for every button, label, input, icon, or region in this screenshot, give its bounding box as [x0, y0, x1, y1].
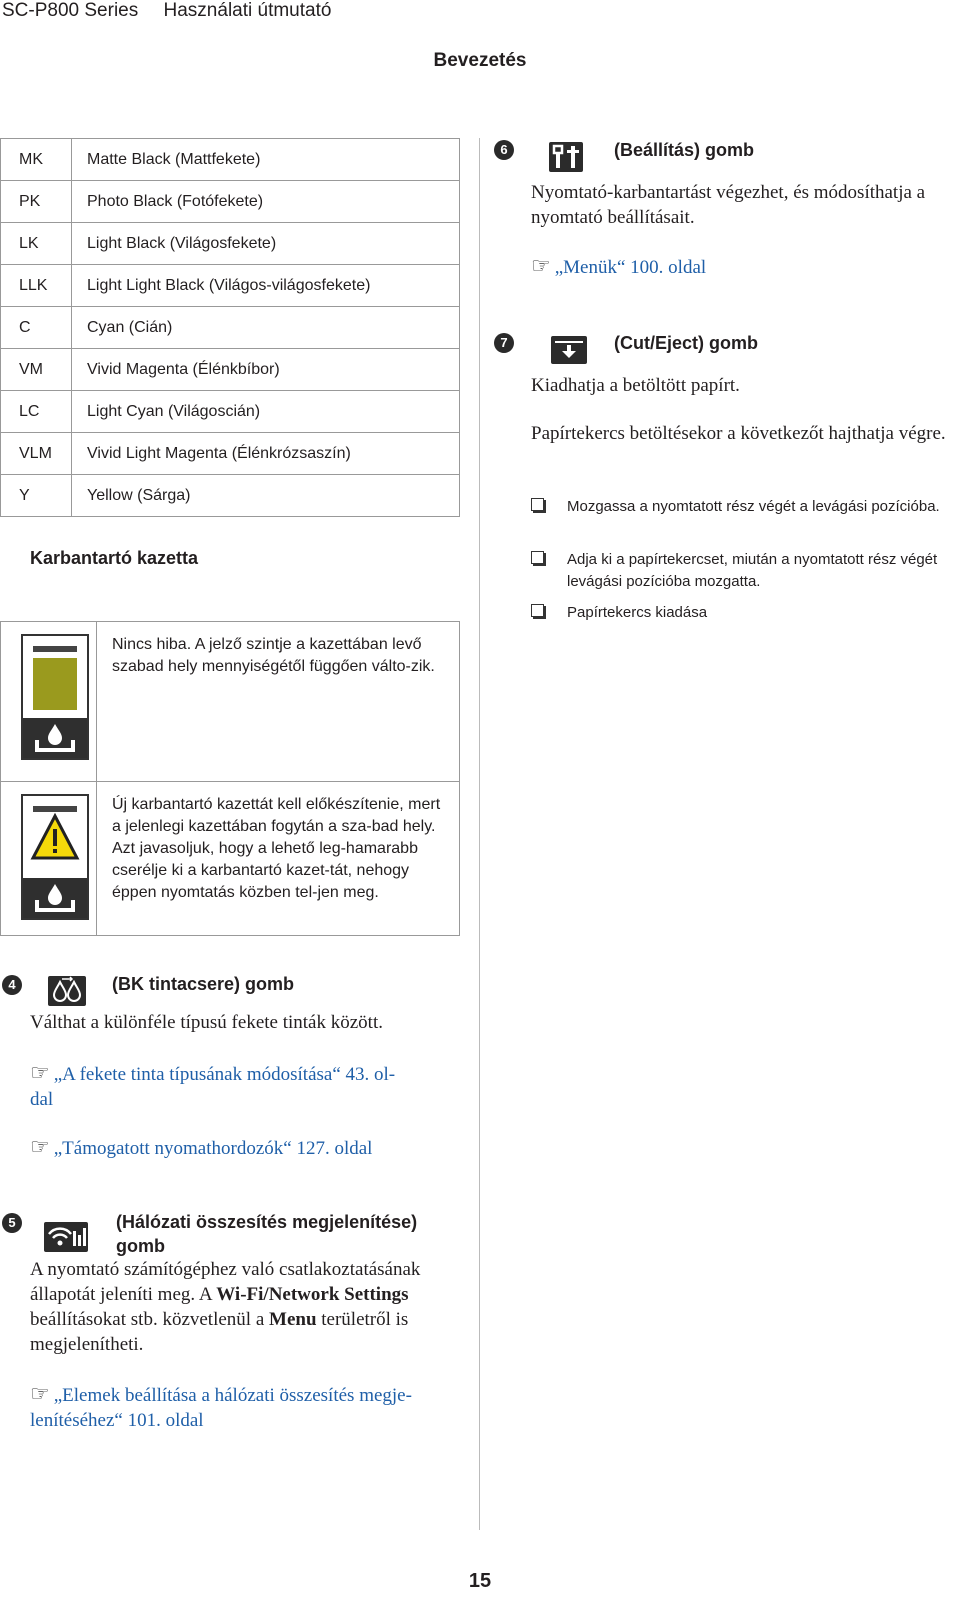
ink-name: Vivid Magenta (Élénkbíbor)	[72, 349, 460, 391]
ink-table	[0, 138, 460, 517]
list-item: Adja ki a papírtekercset, miután a nyomtatott rész végét levágási pozícióba mozgatta.	[531, 549, 951, 593]
item4-label: (BK tintacsere) gomb	[112, 974, 295, 994]
pointing-hand-icon: ☞	[531, 253, 551, 278]
ink-name: Photo Black (Fotófekete)	[72, 181, 460, 223]
item4-link-1[interactable]: ☞ „A fekete tinta típusának módosítása“ 43. ol- dal	[30, 1060, 396, 1110]
ink-name: Matte Black (Mattfekete)	[72, 139, 460, 181]
checkbox-bullet-icon	[531, 498, 544, 511]
ink-name: Vivid Light Magenta (Élénkrózsaszín)	[72, 433, 460, 475]
running-header	[2, 0, 351, 22]
ink-drops-icon	[48, 976, 86, 1006]
table-row	[1, 433, 460, 475]
item6-link[interactable]: ☞ „Menük“ 100. oldal	[531, 253, 707, 278]
page-number: 15	[468, 1570, 492, 1592]
item7-description-2: Papírtekercs betöltésekor a következőt hajthatja végre.	[531, 423, 946, 444]
column-divider	[479, 138, 480, 1530]
icon-cell	[1, 622, 97, 782]
table-row	[1, 265, 460, 307]
ink-code: LC	[1, 391, 72, 433]
table-row	[1, 782, 460, 936]
item5-description: A nyomtató számítógéphez való csatlakoztatásának állapotát jeleníti meg. A Wi-Fi/Network Settings beállításokat stb. közvetlenül a Menu területről is megjelenítheti.	[30, 1259, 421, 1355]
item-number-6: 6	[494, 140, 514, 160]
item6-label: (Beállítás) gomb	[614, 140, 755, 160]
pointing-hand-icon: ☞	[30, 1134, 50, 1159]
item5-link[interactable]: ☞ „Elemek beállítása a hálózati összesítés megje- lenítéséhez“ 101. oldal	[30, 1381, 412, 1431]
item6-description: Nyomtató-karbantartást végezhet, és módosíthatja a nyomtató beállításait.	[531, 182, 926, 228]
ink-code: LK	[1, 223, 72, 265]
table-row	[1, 307, 460, 349]
status-text: Új karbantartó kazettát kell előkészítenie, mert a jelenlegi kazettában fogytán a sza-bad hely. Azt javasoljuk, hogy a lehető leg-hamarabb cserélje ki a karbantartó kazet-tát, nehogy éppen nyomtatás közben tel-jen meg.	[97, 782, 460, 936]
checkbox-bullet-icon	[531, 604, 544, 617]
product-name: SC-P800 Series	[2, 0, 139, 21]
network-icon	[44, 1222, 88, 1252]
cut-eject-icon	[551, 336, 587, 364]
ink-code: VM	[1, 349, 72, 391]
ink-name: Light Black (Világosfekete)	[72, 223, 460, 265]
item5-label: (Hálózati összesítés megjelenítése) gomb	[116, 1212, 418, 1256]
item4-description: Válthat a különféle típusú fekete tinták között.	[30, 1012, 383, 1033]
pointing-hand-icon: ☞	[30, 1381, 50, 1406]
ink-code: LLK	[1, 265, 72, 307]
table-row	[1, 391, 460, 433]
list-item: Papírtekercs kiadása	[531, 602, 951, 624]
maintenance-level-icon	[21, 634, 89, 760]
ink-code: PK	[1, 181, 72, 223]
table-row	[1, 181, 460, 223]
pointing-hand-icon: ☞	[30, 1060, 50, 1085]
item4-link-2[interactable]: ☞ „Támogatott nyomathordozók“ 127. oldal	[30, 1134, 373, 1159]
list-item: Mozgassa a nyomtatott rész végét a levágási pozícióba.	[531, 496, 951, 518]
settings-tools-icon	[549, 142, 583, 172]
ink-name: Cyan (Cián)	[72, 307, 460, 349]
ink-code: VLM	[1, 433, 72, 475]
icon-cell	[1, 782, 97, 936]
table-row	[1, 622, 460, 782]
manual-title: Használati útmutató	[163, 0, 332, 21]
drop-icon	[23, 878, 87, 918]
table-row	[1, 475, 460, 517]
table-row	[1, 349, 460, 391]
maintenance-table	[0, 621, 460, 936]
drop-icon	[23, 718, 87, 758]
item-number-4: 4	[2, 975, 22, 995]
status-text: Nincs hiba. A jelző szintje a kazettában levő szabad hely mennyiségétől függően válto-zik.	[97, 622, 460, 782]
ink-code: C	[1, 307, 72, 349]
table-row	[1, 223, 460, 265]
maintenance-warning-icon	[21, 794, 89, 920]
item-number-5: 5	[2, 1213, 22, 1233]
ink-name: Yellow (Sárga)	[72, 475, 460, 517]
checkbox-bullet-icon	[531, 551, 544, 564]
item7-description-1: Kiadhatja a betöltött papírt.	[531, 375, 740, 396]
section-title: Bevezetés	[433, 50, 527, 71]
item-number-7: 7	[494, 333, 514, 353]
ink-code: MK	[1, 139, 72, 181]
table-row	[1, 139, 460, 181]
ink-name: Light Light Black (Világos-világosfekete)	[72, 265, 460, 307]
maintenance-subtitle: Karbantartó kazetta	[30, 548, 199, 568]
ink-code: Y	[1, 475, 72, 517]
ink-name: Light Cyan (Világoscián)	[72, 391, 460, 433]
warning-icon	[29, 804, 81, 864]
item7-label: (Cut/Eject) gomb	[614, 333, 758, 353]
